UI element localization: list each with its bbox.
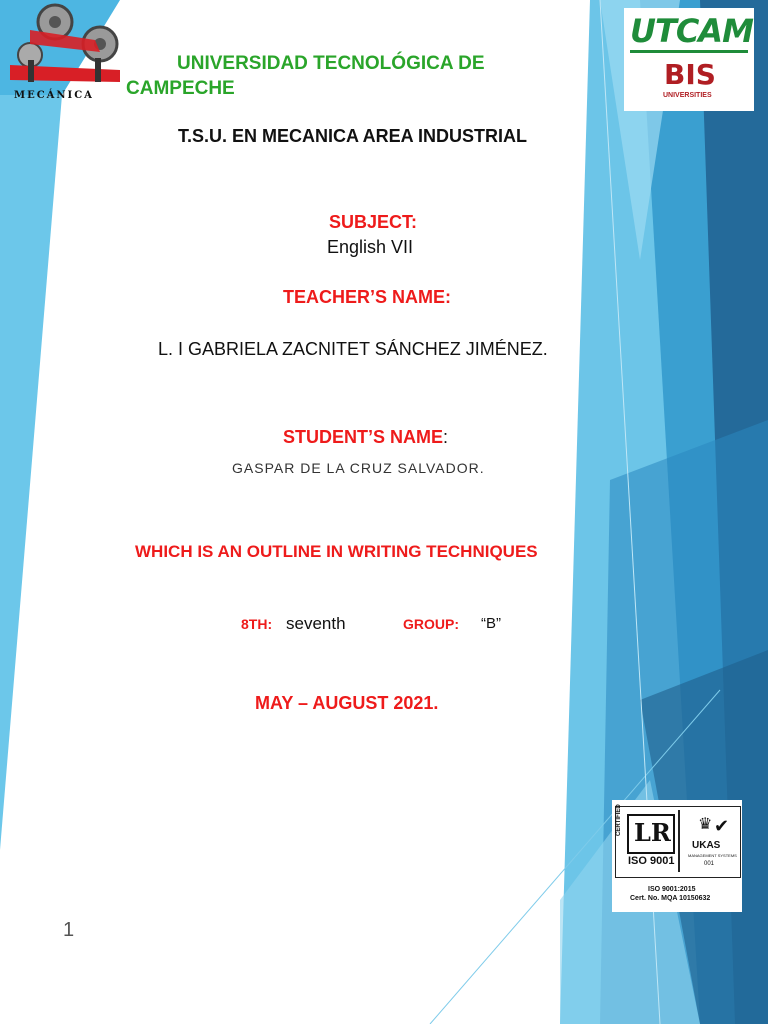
iso-9001-text: ISO 9001 bbox=[628, 855, 675, 867]
ukas-divider bbox=[678, 810, 680, 872]
certified-label: CERTIFIED bbox=[616, 804, 622, 836]
utcam-logo-text: UTCAM bbox=[630, 12, 753, 50]
student-label-colon: : bbox=[443, 427, 449, 447]
group-value: “B” bbox=[481, 615, 501, 632]
ukas-number: 001 bbox=[704, 861, 715, 867]
iso-certification-logo bbox=[612, 800, 742, 912]
bis-logo-subtext: UNIVERSITIES bbox=[663, 92, 712, 99]
subject-value: English VII bbox=[327, 237, 414, 257]
ukas-crown-icon: ♛ bbox=[698, 816, 713, 833]
teacher-name: L. I GABRIELA ZACNITET SÁNCHEZ JIMÉNEZ. bbox=[158, 339, 548, 359]
student-name: GASPAR DE LA CRUZ SALVADOR. bbox=[232, 460, 485, 476]
ukas-subtext: MANAGEMENT SYSTEMS bbox=[688, 853, 737, 858]
career-title: T.S.U. EN MECANICA AREA INDUSTRIAL bbox=[178, 126, 528, 146]
gears-icon bbox=[0, 0, 126, 104]
semester-label: 8TH: bbox=[241, 616, 273, 632]
iso-caption-standard: ISO 9001:2015 bbox=[648, 886, 696, 893]
mecanica-logo-text: MECÁNICA bbox=[14, 90, 94, 101]
university-name-line1: UNIVERSIDAD TECNOLÓGICA DE bbox=[177, 53, 485, 74]
ukas-text: UKAS bbox=[692, 840, 721, 851]
teacher-label: TEACHER’S NAME: bbox=[283, 287, 452, 307]
bis-logo-text: BIS bbox=[664, 58, 716, 91]
student-label-row bbox=[283, 427, 448, 448]
lr-mark-text: LR bbox=[634, 818, 671, 847]
utcam-bis-logo bbox=[624, 8, 754, 111]
student-label: STUDENT’S NAME bbox=[283, 427, 444, 447]
iso-caption-cert-number: Cert. No. MQA 10150632 bbox=[630, 895, 711, 902]
topic-title: WHICH IS AN OUTLINE IN WRITING TECHNIQUES bbox=[135, 542, 538, 561]
ukas-check-icon: ✔ bbox=[714, 816, 730, 836]
group-label: GROUP: bbox=[403, 616, 459, 632]
utcam-underline bbox=[630, 50, 748, 53]
university-name-line2: CAMPECHE bbox=[126, 78, 235, 99]
subject-label: SUBJECT: bbox=[329, 212, 418, 232]
mecanica-logo bbox=[0, 0, 126, 104]
page-number: 1 bbox=[63, 919, 75, 941]
semester-value: seventh bbox=[286, 614, 346, 633]
period: MAY – AUGUST 2021. bbox=[255, 693, 439, 713]
